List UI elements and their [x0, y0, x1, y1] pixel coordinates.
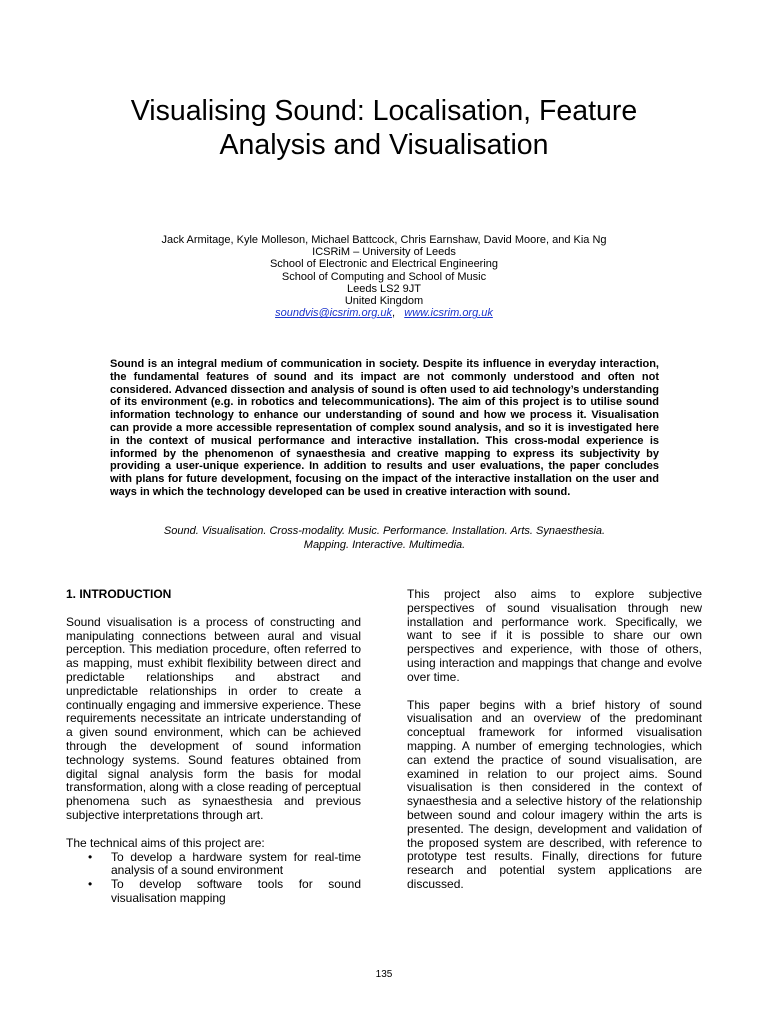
- school-1: School of Electronic and Electrical Engineering: [269, 258, 499, 271]
- author-block: [60, 234, 708, 319]
- paper-title: [60, 94, 708, 162]
- list-item: [66, 851, 361, 879]
- intro-paragraph-3: This paper begins with a brief history of sound visualisation and an overview of the predominant conceptual framework for informed visualisation mapping. A number of emerging technologies, which can extend the practice of sound visualisation, are examined in relation to our project aims. Sound visualisation is then considered in the context of synaesthesia and a selective history of the relationship between sound and colour imagery within the arts is presented. The design, development and validation of the proposed system are described, with reference to prototype test results. Finally, directions for future research and potential system applications are discussed.: [407, 697, 702, 891]
- aims-intro: The technical aims of this project are:: [66, 835, 265, 850]
- email-link[interactable]: soundvis@icsrim.org.uk: [275, 307, 393, 320]
- contact-line: [60, 307, 708, 319]
- bullet-icon: •: [88, 849, 93, 864]
- right-column: [407, 588, 702, 906]
- contact-separator: ,: [392, 307, 396, 320]
- page-number: 135: [375, 969, 393, 980]
- school-2: School of Computing and School of Music: [281, 270, 487, 283]
- keywords-line-1: Sound. Visualisation. Cross-modality. Music. Performance. Installation. Arts. Synaesthesia.: [163, 525, 606, 537]
- author-names: Jack Armitage, Kyle Molleson, Michael Battcock, Chris Earnshaw, David Moore, and Kia Ng: [161, 234, 607, 246]
- affiliation: ICSRiM – University of Leeds: [312, 246, 456, 259]
- aim-text: To develop software tools for sound visualisation mapping: [111, 877, 361, 905]
- intro-paragraph-2: This project also aims to explore subjective perspectives of sound visualisation through new installation and performance work. Specifically, we want to see if it is possible to share our own perspectives and experience, with those of others, using interaction and mappings that change and evolve over time.: [407, 587, 702, 684]
- bullet-icon: •: [88, 877, 93, 892]
- aims-list: [66, 851, 361, 906]
- abstract: Sound is an integral medium of communication in society. Despite its influence in everyday interaction, the fundamental features of sound and its impact are not commonly understood and often not considered. Advanced dissection and analysis of sound is often used to aid technology’s understanding of its environment (e.g. in robotics and telecommunications). The aim of this project is to utilise sound information technology to enhance our understanding of sound and how we process it. Visualisation can provide a more accessible representation of complex sound analysis, and so it is investigated here in the context of musical performance and interactive installation. This cross-modal experience is informed by the phenomenon of synaesthesia and creative mapping to express its subjectivity by providing a user-unique experience. In addition to results and user evaluations, the paper concludes with plans for future development, focusing on the impact of the interactive installation on the user and ways in which the technology developed can be used in creative interaction with sound.: [110, 358, 659, 498]
- title-line-1: Visualising Sound: Localisation, Feature: [130, 95, 638, 127]
- aim-text: To develop a hardware system for real-time analysis of a sound environment: [111, 849, 361, 878]
- country: United Kingdom: [344, 295, 424, 308]
- title-line-2: Analysis and Visualisation: [219, 129, 549, 161]
- list-item: [66, 878, 361, 906]
- website-link[interactable]: www.icsrim.org.uk: [404, 307, 493, 320]
- intro-paragraph-1: Sound visualisation is a process of constructing and manipulating connections between aural and visual perception. This mediation procedure, often referred to as mapping, must exhibit flexibility between direct and predictable relationships and abstract and unpredictable relationships in order to create a continually engaging and immersive experience. These requirements necessitate an intricate understanding of a given sound environment, which can be achieved through the development of sound information technology systems. Sound features obtained from digital signal analysis form the basis for modal transformation, along with a close reading of perceptual phenomena such as synaesthesia and previous subjective interpretations through art.: [66, 614, 361, 822]
- section-heading-introduction: 1. INTRODUCTION: [66, 587, 172, 601]
- keywords-line-2: Mapping. Interactive. Multimedia.: [303, 538, 466, 551]
- city: Leeds LS2 9JT: [347, 282, 421, 295]
- left-column: [66, 588, 361, 906]
- keywords: [110, 525, 659, 552]
